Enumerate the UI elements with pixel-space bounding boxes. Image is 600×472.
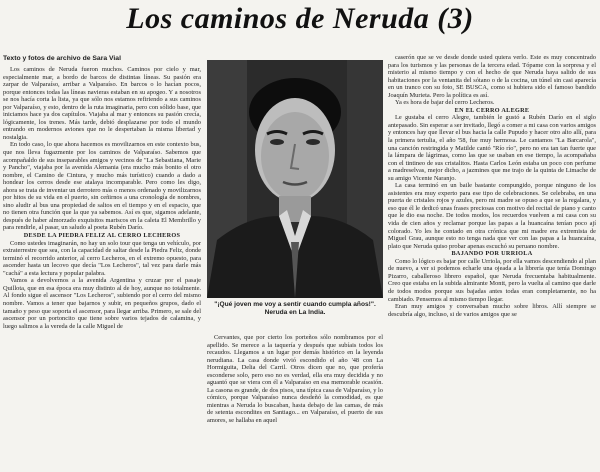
subheading: EN EL CERRO ALEGRE — [454, 106, 530, 114]
paragraph: Eran muy amigos y conversaban mucho sobre libros. Allí siempre se descubría algo, incluso, si de varios amigos que se — [388, 303, 596, 318]
author-credit: Texto y fotos de archivo de Sara Vial — [3, 55, 121, 62]
paragraph: En todo caso, lo que ahora hacemos es movilizarnos en este contexto bus, que nos lleva fugazmente por los caminos de Valparaíso. Sabemos que acompañaldo de sus inseparables amigos y vecinos de "La Sebastiana, Marie y Pancho", viajaba por la avenida Alemania (era mucho más bonito el otro nombre, el Camino de Cintura, y mucho más turístico) cuando a dado a hondear los cerros desde ese atalaya incomparable. Pero como les digo, ahora se trata de inventar un derrotero más o menos ordenado y movilizarnos por hitos de su vida en el puerto, sin ceñirnos a una cronología de nombres, sino aludir al bus una propiedad de saltos en el tiempo y en el espacio, que no tienen otra función que la que ya sabemos. Así es que, sigamos adelante, después de haber almorzado exquisitos mariscos en la caleta El Membrillo y para rendirle, al pasar, un saludo al poeta Rubén Darío. — [3, 141, 201, 232]
neruda-portrait-photo — [207, 60, 383, 298]
paragraph: Vamos a devolvernos a la avenida Argentina y cruzar por el pasaje Quillota, que en esa época era muy distinto al de hoy, aunque no totalmente. Al fondo sigue el ascensor "Los Lecheros", subiendo por el cerro del mismo nombre. Vamos a tener que bajarnos y subir, en pequeños grupos, dado el tamaño y peso que soporta el ascensor, para llegar arriba. Primero, se sale del ascensor por un portoncito que tiene sobre varios tejados de calamina, y luego salimos a la vereda de la calle Miguel de — [3, 277, 201, 330]
column-left — [3, 66, 201, 468]
paragraph: Ya es hora de bajar del cerro Lecheros. — [395, 99, 495, 107]
paragraph: caserón que se ve desde donde usted quiera verlo. Este es muy concentrado para los turismos y las personas de la tercera edad. Tópame con la sorpresa y el misterio al mismo tiempo y con el hecho de que Neruda haya salido de sus habitaciones por la ventanita del sótano o de la cocina, un túnel sin casi aparecía en un tranco con su foto, SE BUSCA, como si hubiera sido el famoso bandido Joaquín Murieta. Pero la política es así. — [388, 54, 596, 99]
paragraph: Le gustaba el cerro Alegre, también le gustó a Rubén Darío en el siglo antepasado. Sin esperar a ser invitado, llegó a comer a mi casa con varios amigos y entonces hay que llevar el bus hacia la calle Pupudo y hacer otro alto allí, para la primera tertulia, el año '58, fue muy hermosa. Le cantamos "La Barcarola", una canción restringida y Matilde cantó "Río río", pero no era tan tan fuerte que la lámpara de lágrimas, como las que se usaban en ese tiempo, la acompañaba con el tintineo de sus cristalitos. Hasta Carlos León estaba un poco con perfume a madreselvas, mejor dicho, a jazmines que me trajo de la quinta de Limache de su amigo Vicente Naranjo. — [388, 114, 596, 182]
subheading: BAJANDO POR URRIOLA — [451, 250, 533, 258]
portrait-image — [207, 60, 383, 298]
paragraph: Como ustedes imaginarán, no hay un solo tour que tenga un vehículo, por extraterrestre que sea, con la capacidad de saltar desde la Piedra Feliz, donde terminó el recorrido anterior, al cerro Lecheros, en el extremo opuesto, para ascender hasta un lecovo que decía "Los Lecheros", tal vez para darle más "cachá" a esta lectura y popular palabra. — [3, 239, 201, 277]
paragraph: Los caminos de Neruda fueron muchos. Caminos por cielo y mar, especialmente mar, a bordo de barcos de distintas líneas. Su pasión era zarpar de Valparaíso, arribar a Valparaíso. En barcos o lo hacían pocos, porque entonces todas las líneas navieras estaban en su apogeo. Y a nosotros se nos hacía corta la lista, ya que sólo nos estamos refiriendo a sus caminos por Valparaíso, y esto, dentro de la ruta imaginaria, pero con sólido base, que iniciamos hace ya dos capítulos. Viajaba al mar y entonces su pasión crecía, lógicamente, los trenes. Más tarde, debió desplazarse por todo el mundo entrando en modernos aviones que no le despertaban la misma libertad y nostalgia. — [3, 66, 201, 141]
column-right — [388, 54, 596, 470]
photo-caption: "¡Qué joven me voy a sentir cuando cumpla años!". Neruda en La India. — [214, 301, 376, 316]
paragraph: Cervantes, que por cierto los porteños sólo nombramos por el apellido. Se merece a la taquería y después que subíais todos los recaudos. Llegamos a un lugar por demás histórico en la leyenda nerudiana. La casa donde vivió escondido el año '48 con La Hormiguita, Delia del Carril. Otros dicen que no, que profería esconderse solo, pero eso no es verdad, ella era muy decidida y no aguantó que se viera con él a Valparaíso en esa memorable ocasión. La casona es grande, de dos pisos, una típica casa de Valparaíso, y lo cómico, porque Valparaíso nunca desdeñó la comodidad, es que mientras a Neruda lo buscaban, hasta debajo de las camas, de más de setenta escondites en Santiago... en Valparaíso, el puerto de sus amores, se hallaba en aquel — [207, 334, 383, 425]
subheading: DESDE LA PIEDRA FELIZ AL CERRO LECHEROS — [23, 232, 181, 240]
column-middle — [207, 334, 383, 470]
paragraph: La casa terminó en un baile bastante compungido, porque ninguno de los asistentes era muy experto para ese tipo de celebraciones. Se celebraba, en una puerta de cristales rojos y azules, pero mi madre se opuso a que se la regalara, y eso que él le dedicó unas frases preciosas con motivo del recital de piano y canto que le dio esa noche. De todos modos, los recuerdos vuelven a mi casa con su vida de cien años y reclamar porque las papas a la huancaína tenían poco ají colorado. Yo les he contado en otra crónica que mi madre era extremista de Miguel Grau, aunque esto no tenga nada que ver con las papas a la huancaína, plato que Neruda quiso probar apenas escuchó su peruano nombre. — [388, 182, 596, 250]
article-title: Los caminos de Neruda (3) — [126, 2, 474, 35]
paragraph: Como lo lógico es bajar por calle Urriola, por ella vamos descendiendo al plan de nuevo, a ver si podemos echarle una ojeada a la librería que tenía Domingo Pizarro, caballeroso librero español, que Neruda frecuentaba habitualmente. Creo que estaba en la subida almirante Montt, pero la vuelta al camino que darle de todos modos porque sus bajadas antes todas eran completamente, no ha cambiado. Pensemos al mismo tiempo llegar. — [388, 257, 596, 303]
